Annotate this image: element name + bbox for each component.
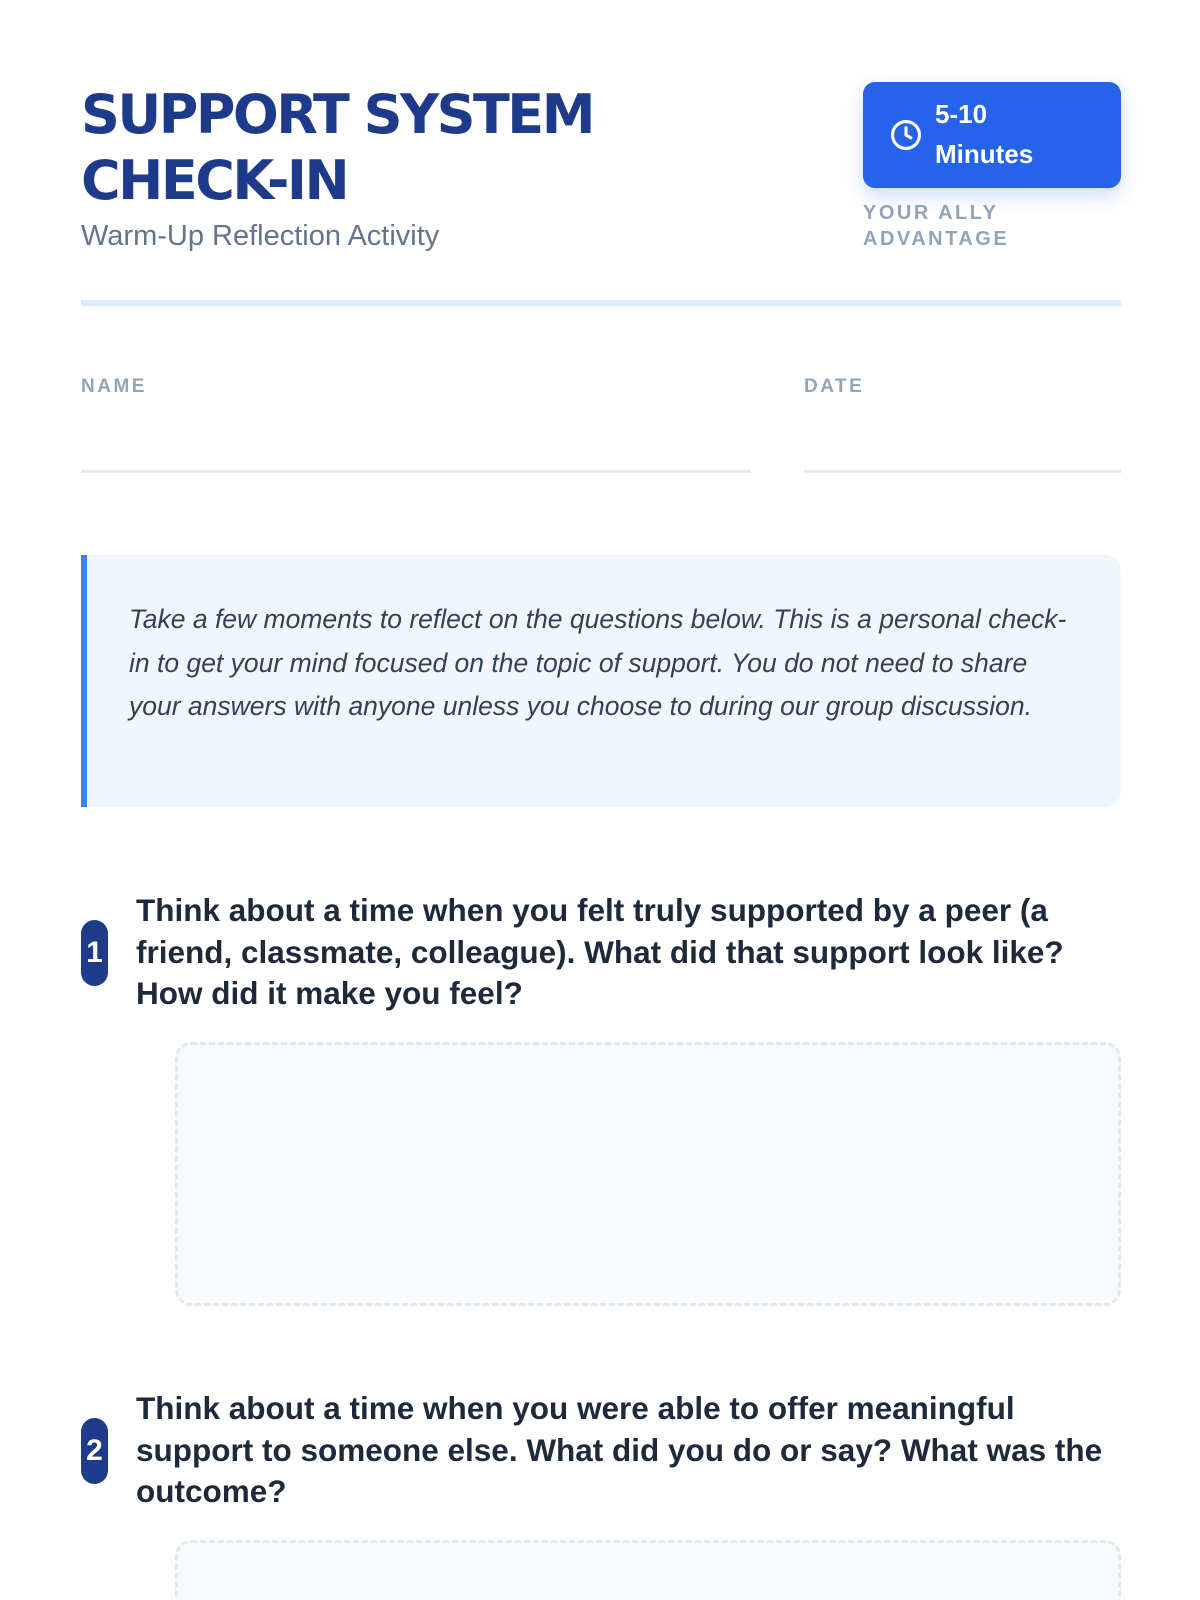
name-field-label: NAME <box>81 376 147 397</box>
answer-box-1[interactable] <box>175 1042 1121 1306</box>
question-number-badge: 2 <box>81 1418 108 1484</box>
question-text: Think about a time when you felt truly supported by a peer (a friend, classmate, colleague). What did that support look like? How did it make you feel? <box>136 892 1064 1011</box>
instructions-callout <box>81 555 1121 807</box>
time-estimate-label: 5-10 Minutes <box>935 99 1034 169</box>
question-text: Think about a time when you were able to offer meaningful support to someone else. What did you do or say? What was the outcome? <box>136 1390 1103 1509</box>
name-field[interactable] <box>81 470 751 473</box>
time-estimate-badge <box>863 82 1121 188</box>
answer-box-2[interactable] <box>175 1540 1121 1600</box>
date-field-label: DATE <box>804 376 865 397</box>
date-field[interactable] <box>804 470 1121 473</box>
worksheet-page <box>81 0 1121 1600</box>
page-title: SUPPORT SYSTEM CHECK-IN <box>81 83 593 212</box>
page-subtitle: Warm-Up Reflection Activity <box>81 220 440 252</box>
question-number-badge: 1 <box>81 920 108 986</box>
brand-name: YOUR ALLY ADVANTAGE <box>863 202 1010 250</box>
header-divider <box>81 300 1121 306</box>
instructions-text: Take a few moments to reflect on the questions below. This is a personal check-in to get your mind focused on the topic of support. You do not need to share your answers with anyone unless you choose to during our group discussion. <box>129 604 1067 721</box>
worksheet-header <box>81 82 1121 272</box>
clock-icon <box>889 118 923 152</box>
